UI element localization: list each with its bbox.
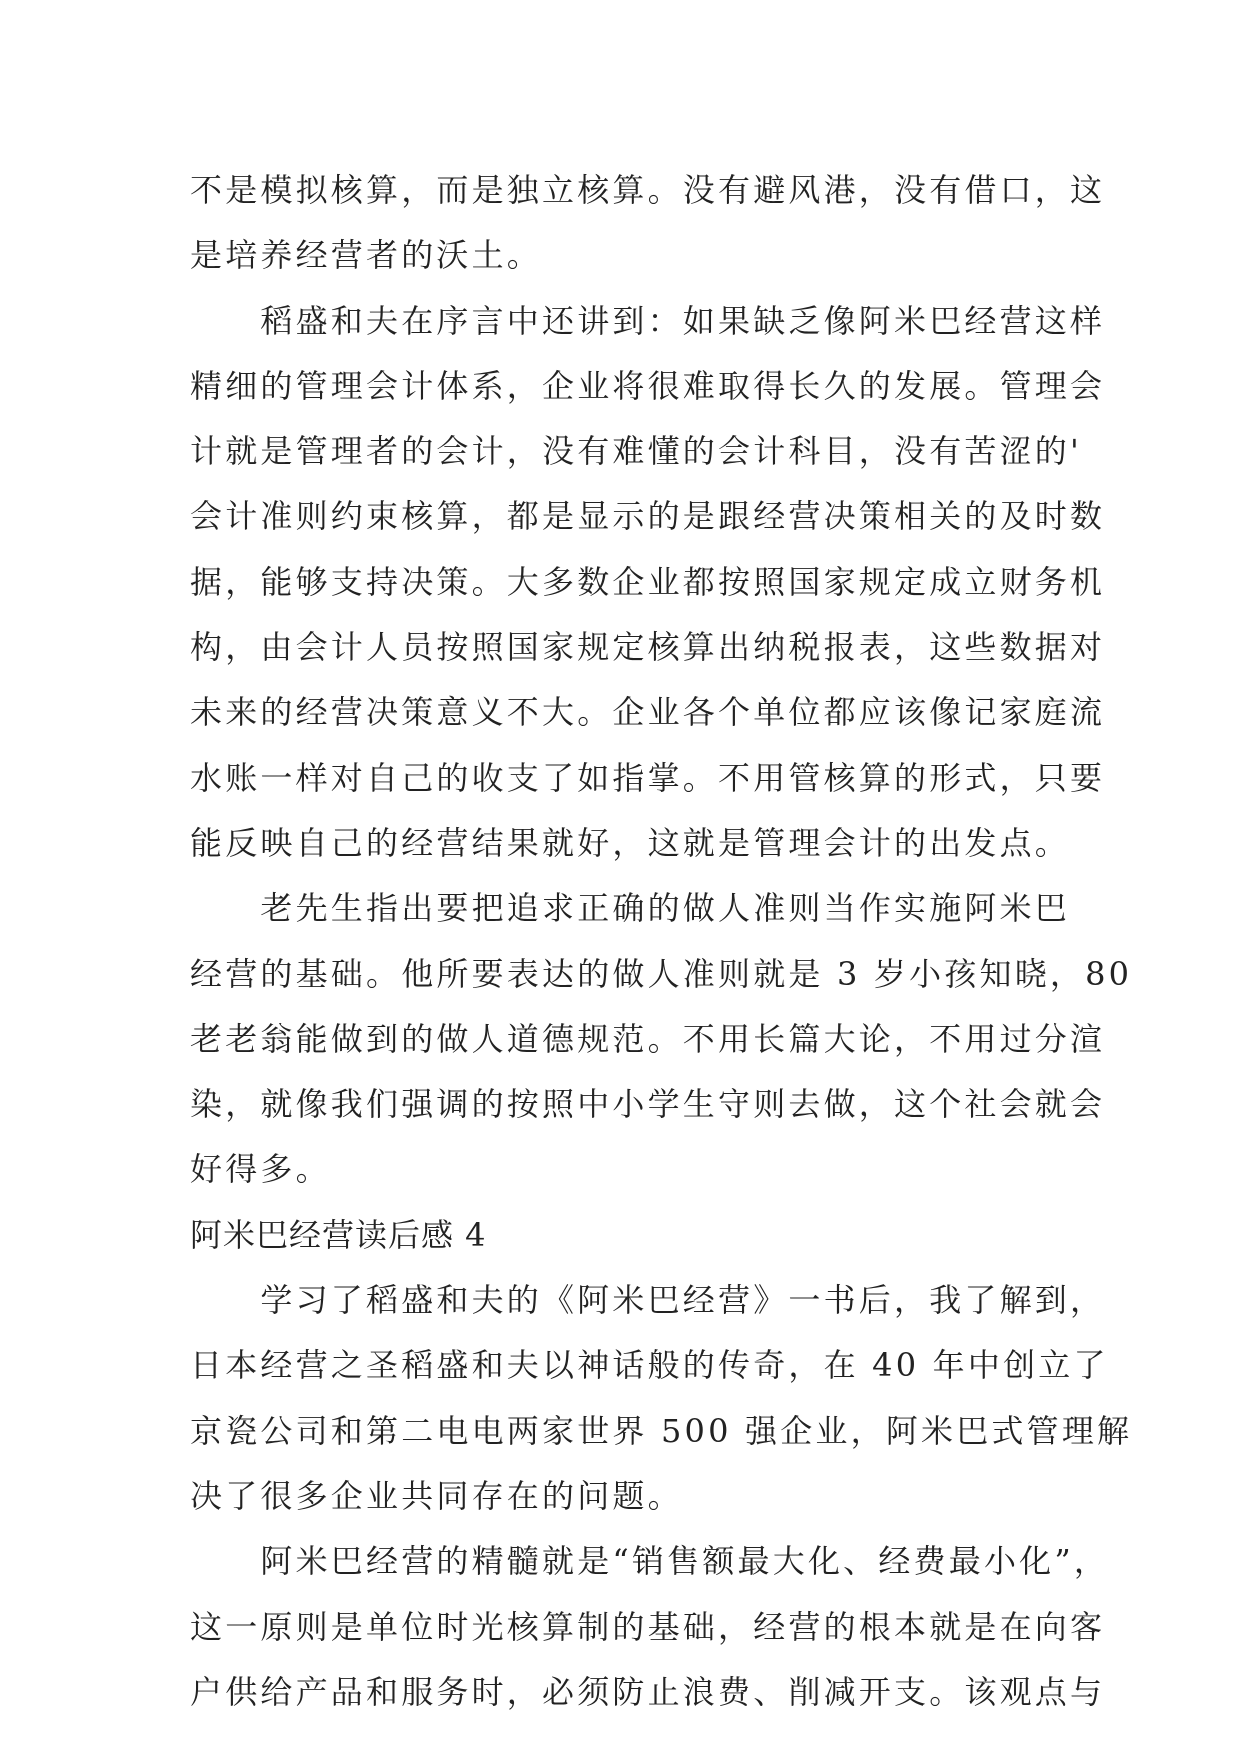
text-line: 经营的基础。他所要表达的做人准则就是 3 岁小孩知晓，80 [190, 954, 1133, 993]
text-line: 学习了稻盛和夫的《阿米巴经营》一书后，我了解到， [190, 1281, 1106, 1320]
text-line: 日本经营之圣稻盛和夫以神话般的传奇，在 40 年中创立了 [190, 1346, 1109, 1385]
text-line: 稻盛和夫在序言中还讲到：如果缺乏像阿米巴经营这样 [190, 301, 1106, 340]
text-line: 这一原则是单位时光核算制的基础，经营的根本就是在向客 [190, 1607, 1106, 1646]
text-line: 是培养经营者的沃土。 [190, 236, 543, 275]
text-line: 好得多。 [190, 1150, 331, 1189]
text-line: 未来的经营决策意义不大。企业各个单位都应该像记家庭流 [190, 693, 1106, 732]
text-line: 老老翁能做到的做人道德规范。不用长篇大论，不用过分渲 [190, 1019, 1106, 1058]
text-line: 染，就像我们强调的按照中小学生守则去做，这个社会就会 [190, 1085, 1106, 1124]
text-line: 京瓷公司和第二电电两家世界 500 强企业，阿米巴式管理解 [190, 1411, 1133, 1450]
text-line: 能反映自己的经营结果就好，这就是管理会计的出发点。 [190, 823, 1071, 862]
text-line: 阿米巴经营的精髓就是“销售额最大化、经费最小化”， [190, 1542, 1110, 1581]
text-line: 计就是管理者的会计，没有难懂的会计科目，没有苦涩的' [190, 432, 1082, 471]
section-heading: 阿米巴经营读后感 4 [190, 1215, 487, 1254]
text-line: 会计准则约束核算，都是显示的是跟经营决策相关的及时数 [190, 497, 1106, 536]
text-line: 构，由会计人员按照国家规定核算出纳税报表，这些数据对 [190, 628, 1106, 667]
text-line: 精细的管理会计体系，企业将很难取得长久的发展。管理会 [190, 366, 1106, 405]
text-line: 据，能够支持决策。大多数企业都按照国家规定成立财务机 [190, 562, 1106, 601]
document-body [190, 158, 1133, 1725]
text-line: 户供给产品和服务时，必须防止浪费、削减开支。该观点与 [190, 1672, 1106, 1711]
text-line: 决了很多企业共同存在的问题。 [190, 1476, 683, 1515]
text-line: 水账一样对自己的收支了如指掌。不用管核算的形式，只要 [190, 758, 1106, 797]
text-line: 不是模拟核算，而是独立核算。没有避风港，没有借口，这 [190, 171, 1106, 209]
text-line: 老先生指出要把追求正确的做人准则当作实施阿米巴 [190, 889, 1071, 928]
